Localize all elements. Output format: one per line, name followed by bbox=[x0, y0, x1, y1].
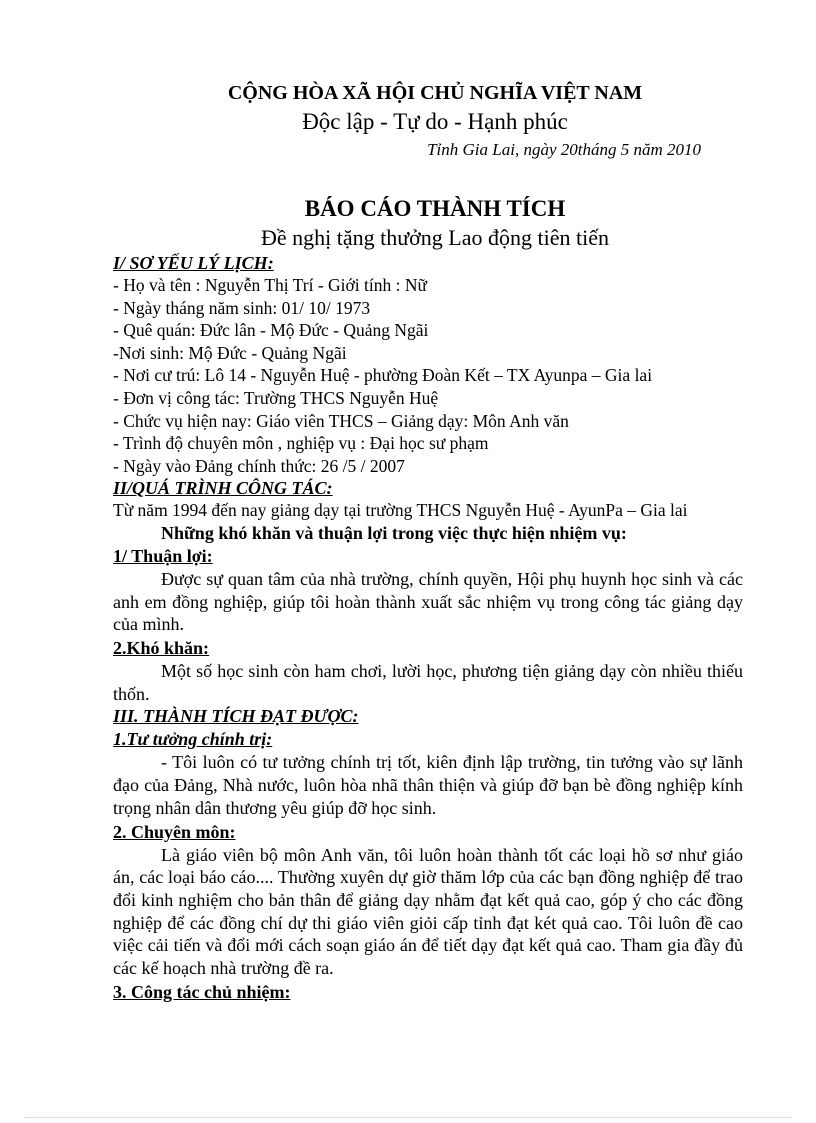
page-bottom-divider bbox=[24, 1117, 792, 1118]
section-heading-biography: I/ SƠ YẾU LÝ LỊCH: bbox=[113, 253, 274, 273]
report-subtitle: Đề nghị tặng thưởng Lao động tiên tiến bbox=[261, 225, 609, 250]
report-title: BÁO CÁO THÀNH TÍCH bbox=[304, 196, 566, 221]
place-date: Tỉnh Gia Lai, ngày 20tháng 5 năm 2010 bbox=[427, 140, 701, 159]
bio-line: - Ngày vào Đảng chính thức: 26 /5 / 2007 bbox=[113, 455, 405, 476]
bio-line: - Đơn vị công tác: Trường THCS Nguyễn Huệ bbox=[113, 387, 439, 408]
advantages-heading: 1/ Thuận lợi: bbox=[113, 545, 213, 566]
difficulties-heading: 2.Khó khăn: bbox=[113, 638, 210, 659]
document-page bbox=[113, 78, 743, 1004]
bio-line: - Ngày tháng năm sinh: 01/ 10/ 1973 bbox=[113, 297, 371, 318]
bio-line: - Họ và tên : Nguyễn Thị Trí - Giới tính : Nữ bbox=[113, 275, 427, 295]
bio-line: -Nơi sinh: Mộ Đức - Quảng Ngãi bbox=[113, 342, 347, 363]
difficulties-text: Một số học sinh còn ham chơi, lười học, phương tiện giảng dạy còn nhiều thiếu thốn. bbox=[113, 661, 743, 704]
bio-line: - Trình độ chuyên môn , nghiệp vụ : Đại học sư phạm bbox=[113, 433, 489, 454]
motto: Độc lập - Tự do - Hạnh phúc bbox=[302, 109, 568, 134]
expertise-heading: 2. Chuyên môn: bbox=[113, 821, 236, 842]
bio-line: - Quê quán: Đức lân - Mộ Đức - Quảng Ngãi bbox=[113, 320, 429, 341]
homeroom-heading: 3. Công tác chủ nhiệm: bbox=[113, 981, 291, 1002]
bio-line: - Nơi cư trú: Lô 14 - Nguyễn Huệ - phường Đoàn Kết – TX Ayunpa – Gia lai bbox=[113, 365, 653, 386]
politics-text: - Tôi luôn có tư tưởng chính trị tốt, kiên định lập trường, tin tưởng vào sự lãnh đạo của Đảng, Nhà nước, luôn hòa nhã thân thiện và giúp đỡ bạn bè đồng nghiệp kính trọng nhân dân thương yêu giúp đỡ học sinh. bbox=[113, 752, 743, 818]
politics-heading: 1.Tư tưởng chính trị: bbox=[113, 729, 273, 750]
advantages-text: Được sự quan tâm của nhà trường, chính quyền, Hội phụ huynh học sinh và các anh em đồng nghiệp, giúp tôi hoàn thành xuất sắc nhiệm vụ trong công tác giảng dạy của mình. bbox=[113, 568, 743, 635]
section-heading-achievements: III. THÀNH TÍCH ĐẠT ĐƯỢC: bbox=[113, 706, 359, 727]
section-heading-work-history: II/QUÁ TRÌNH CÔNG TÁC: bbox=[113, 478, 333, 499]
difficulties-advantages-heading: Những khó khăn và thuận lợi trong việc thực hiện nhiệm vụ: bbox=[161, 522, 627, 543]
expertise-text: Là giáo viên bộ môn Anh văn, tôi luôn hoàn thành tốt các loại hồ sơ như giáo án, các loại báo cáo.... Thường xuyên dự giờ thăm lớp của các bạn đồng nghiệp để trao đổi kinh nghiệm cho bản thân để giảng dạy nhằm đạt kết quả cao, góp ý cho các đồng nghiệp để các đồng chí dự thi giáo viên giỏi cấp tỉnh đạt két quả cao. Tôi luôn đề cao việc cải tiến và đổi mới cách soạn giáo án để tiết dạy đạt kết quả cao. Tham gia đầy đủ các kế hoạch nhà trường đề ra. bbox=[113, 844, 743, 979]
work-history-line: Từ năm 1994 đến nay giảng dạy tại trường THCS Nguyễn Huệ - AyunPa – Gia lai bbox=[113, 500, 688, 521]
nation-heading: CỘNG HÒA XÃ HỘI CHỦ NGHĨA VIỆT NAM bbox=[227, 82, 643, 104]
bio-line: - Chức vụ hiện nay: Giáo viên THCS – Giảng dạy: Môn Anh văn bbox=[113, 410, 569, 431]
